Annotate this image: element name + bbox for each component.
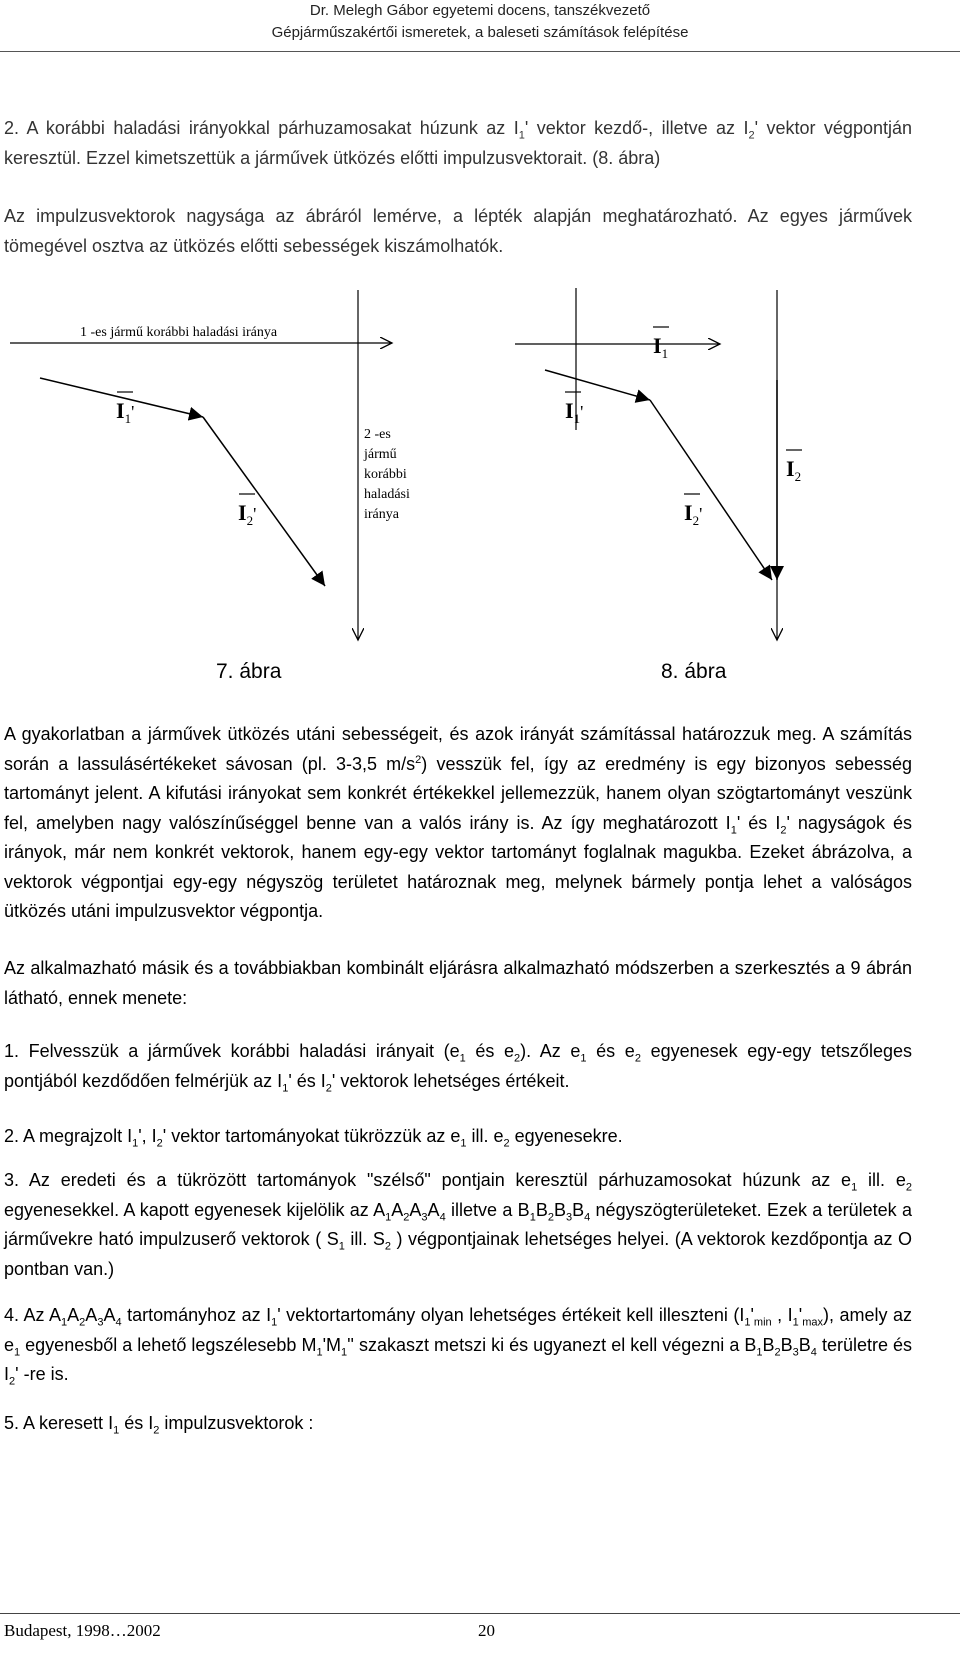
fig7-dir2-label: 2 -es jármű korábbi haladási iránya	[364, 427, 410, 522]
fig7-vector-I2p	[203, 417, 325, 586]
figures-7-8	[0, 280, 960, 680]
fig8-vector-I1p	[545, 370, 650, 400]
step-4: 4. Az $A_1A_2A_3A_4$ tartományhoz az $I_1'$ vektortartomány olyan lehetséges értékeit kell illeszteni ($I_1'_{min}$ , $I_1'_{max}$), amely az $e_1$ egyenesből a lehető legszélesebb $M_1'M_1''$ szakaszt metszi ki és ugyanezt el kell végezni a $B_1B_2B_3B_4$ területre és $I_2'$ -re is.	[4, 1305, 913, 1388]
fig7-label-I1p: $I_1'$	[116, 398, 135, 426]
fig8-label-I1: $I_1$	[653, 333, 669, 361]
paragraph-practice: A gyakorlatban a járművek ütközés utáni sebességeit, és azok irányát számítással határozzuk meg. A számítás során a lassulásértékeket sávosan (pl. 3-3,5 $m/s^2$) vesszük fel, így az eredmény is egy bizonyos sebesség tartományt jelent. A kifutási irányokat sem konkrét értékekkel jellemezzük, hanem olyan szögtartományt veszünk fel, amelyben nagy valószínűséggel benne van a valós irány is. Az így meghatározott $I_1'$ és $I_2'$ nagyságok és irányok, már nem konkrét vektorok, hanem egy-egy vektor tartományt foglalnak magukba. Ezeket ábrázolva, a vektorok végpontjai egy-egy négyszög területet határoznak meg, melynek bármely pontja lehet a valóságos ütközés utáni impulzusvektor végpontja.	[4, 724, 913, 921]
intro-paragraph-2: Az impulzusvektorok nagysága az ábráról lemérve, a lépték alapján meghatározható. Az egyes járművek tömegével osztva az ütközés előtti sebességek kiszámolhatók.	[4, 206, 912, 256]
intro-paragraph-1: 2. A korábbi haladási irányokkal párhuzamosakat húzunk az $I_1'$ vektor kezdő-, illetve az $I_2'$ vektor végpontján keresztül. Ezzel kimetszettük a járművek ütközés előtti impulzusvektorait. (8. ábra)	[4, 118, 912, 168]
header-rule	[0, 51, 960, 52]
fig7-label-I2p: $I_2'$	[238, 500, 257, 528]
fig8-vector-I2p	[650, 400, 772, 580]
footer-rule	[0, 1613, 960, 1614]
step-1: 1. Felvesszük a járművek korábbi haladási irányait ($e_1$ és $e_2$). Az $e_1$ és $e_2$ egyenesek egy-egy tetszőleges pontjából kezdődően felmérjük az $I_1'$ és $I_2'$ vektorok lehetséges értékeit.	[4, 1041, 912, 1095]
paragraph-method: Az alkalmazható másik és a továbbiakban kombinált eljárásra alkalmazható módszerben a szerkesztés a 9 ábrán látható, ennek menete:	[4, 958, 912, 1008]
fig7-caption: 7. ábra	[216, 660, 282, 680]
step-3: 3. Az eredeti és a tükrözött tartományok "szélső" pontjain keresztül párhuzamosokat húzunk az $e_1$ ill. $e_2$ egyenesekkel. A kapott egyenesek kijelölik az $A_1A_2A_3A_4$ illetve a $B_1B_2B_3B_4$ négyszögterületeket. Ezek a területek a járművekre ható impulzuserő vektorok ( $S_1$ ill. $S_2$ ) végpontjainak lehetséges helyei. (A vektorok kezdőpontja az O pontban van.)	[4, 1170, 912, 1279]
fig8-caption: 8. ábra	[661, 660, 727, 680]
header-course: Gépjárműszakértői ismeretek, a baleseti számítások felépítése	[271, 24, 689, 41]
step-5: 5. A keresett $I_1$ és $I_2$ impulzusvektorok :	[4, 1413, 314, 1437]
fig7-dir1-label: 1 -es jármű korábbi haladási iránya	[80, 325, 278, 340]
step-2: 2. A megrajzolt $I_1'$, $I_2'$ vektor tartományokat tükrözzük az $e_1$ ill. $e_2$ egyenesekre.	[4, 1126, 623, 1150]
header-author: Dr. Melegh Gábor egyetemi docens, tanszékvezető	[309, 2, 651, 19]
fig8-label-I2: $I_2$	[786, 456, 802, 484]
fig8-label-I2p: $I_2'$	[684, 500, 703, 528]
footer-place: Budapest, 1998…2002	[4, 1621, 161, 1640]
page-number: 20	[478, 1621, 495, 1640]
fig8-label-I1p: $I_1'$	[565, 398, 584, 426]
